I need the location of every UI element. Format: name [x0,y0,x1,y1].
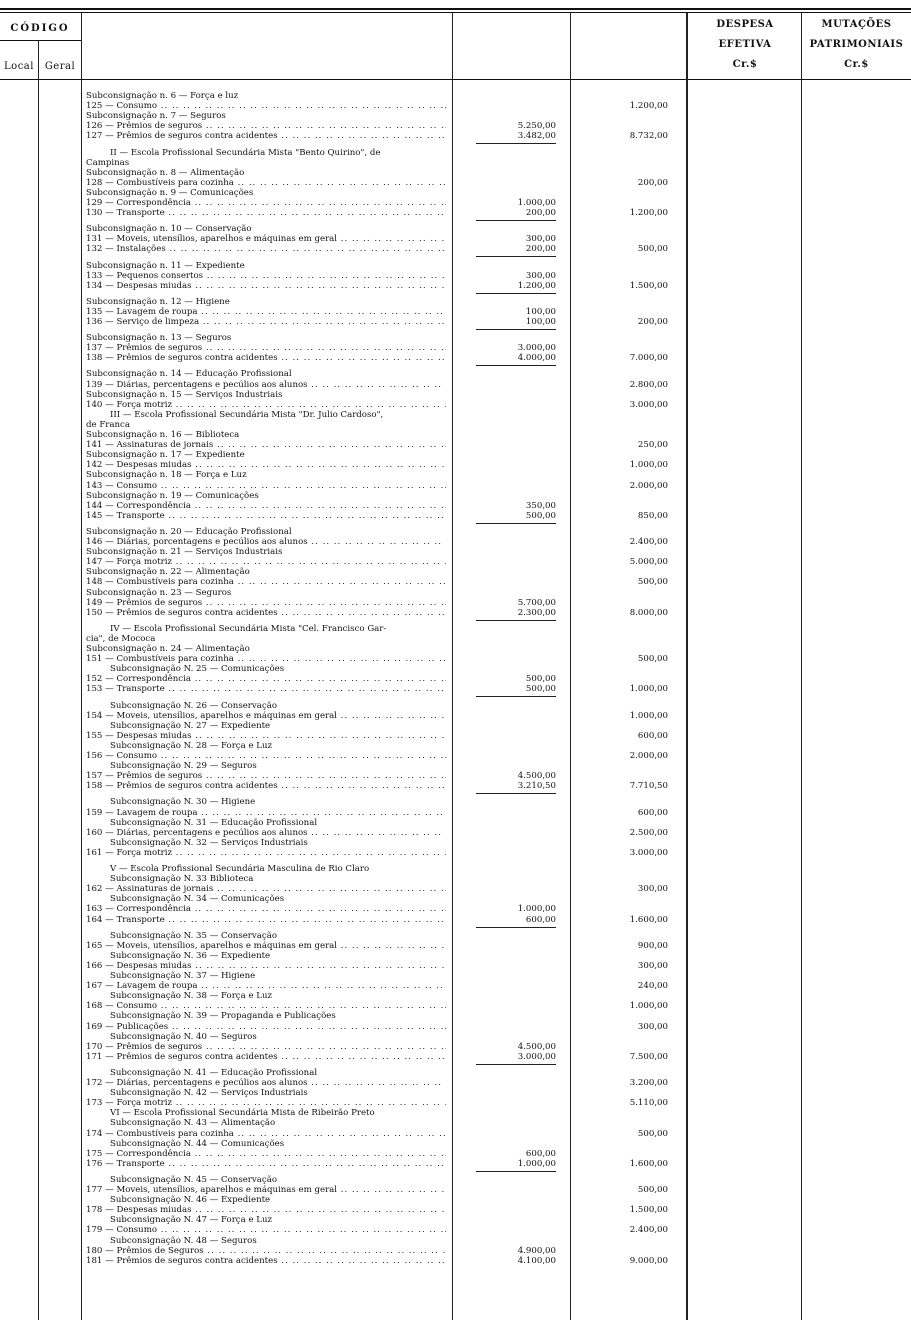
ledger-line: Subconsignação n. 12 — Higiene [86,296,230,307]
partial-value: 4.500,00 [517,1041,556,1052]
subtotal-rule [476,1171,556,1172]
ledger-line: 137 — Prêmios de seguros .. .. [86,343,446,354]
total-value: 1.200,00 [629,101,668,112]
partial-value: 300,00 [525,270,556,281]
total-value: 2.500,00 [629,827,668,838]
total-value: 7.710,50 [629,781,668,792]
ledger-line: 173 — Força motriz .. .. [86,1098,446,1109]
ledger-line: 140 — Força motriz .. .. [86,400,446,411]
ledger-line: 180 — Prêmios de Seguros .. .. [86,1246,446,1257]
total-value: 500,00 [637,1185,668,1195]
total-value: 3.200,00 [629,1078,668,1088]
total-value: 8.732,00 [629,131,668,142]
partial-value: 5.700,00 [517,597,556,608]
partial-value: 600,00 [525,914,556,925]
ledger-line: Campinas [86,157,130,168]
ledger-line: 167 — Lavagem de roupa .. .. [86,981,446,992]
partial-value: 300,00 [525,234,556,245]
ledger-line: 161 — Força motriz .. .. [86,848,446,859]
total-value: 600,00 [637,730,668,741]
ledger-line: 176 — Transporte .. .. [86,1159,446,1170]
total-value: 300,00 [637,884,668,895]
ledger-line: 125 — Consumo .. .. [86,101,446,112]
partial-value: 1.000,00 [517,904,556,915]
ledger-line: 178 — Despesas miudas .. .. [86,1205,446,1216]
total-value: 5.000,00 [629,557,668,568]
ledger-line: 163 — Correspondência .. .. [86,904,446,915]
ledger-line: Subconsignação N. 45 — Conservação [110,1174,278,1185]
ledger-line: 168 — Consumo .. .. [86,1001,446,1012]
ledger-line: 154 — Moveis, utensílios, aparelhos e máquinas em geral .. .. [86,711,446,722]
total-value: 500,00 [637,244,668,255]
ledger-line: Subconsignação n. 8 — Alimentação [86,167,245,178]
ledger-line: 175 — Correspondência .. .. [86,1149,446,1160]
total-value: 7.000,00 [629,353,668,364]
col-rule-v2 [686,13,688,1320]
partial-value: 3.000,00 [517,1051,556,1062]
ledger-line: Subconsignação n. 7 — Seguros [86,111,226,122]
ledger-line: II — Escola Profissional Secundária Mista "Bento Quirino", de [110,147,381,158]
ledger-line: Subconsignação N. 42 — Serviços Industriais [110,1088,308,1099]
col-rule-geral [81,13,82,1320]
ledger-line: 135 — Lavagem de roupa .. .. [86,307,446,318]
total-value: 2.400,00 [629,537,668,547]
ledger-line: 164 — Transporte .. .. [86,915,446,926]
subtotal-rule [476,696,556,697]
total-value: 5.110,00 [629,1098,668,1109]
ledger-line: 162 — Assinaturas de jornais .. .. [86,884,446,895]
subtotal-rule [476,256,556,257]
ledger-line: Subconsignação n. 22 — Alimentação [86,567,250,578]
total-value: 500,00 [637,577,668,588]
partial-value: 500,00 [525,684,556,695]
ledger-line: VI — Escola Profissional Secundária Mista de Ribeirão Preto [110,1108,375,1119]
ledger-line: IV — Escola Profissional Secundária Mista "Cel. Francisco Gar- [110,623,387,634]
partial-value: 200,00 [525,244,556,255]
ledger-line: Subconsignação N. 48 — Seguros [110,1235,257,1246]
top-rule-thin [0,12,911,13]
partial-value: 5.250,00 [517,121,556,132]
ledger-line: 157 — Prêmios de seguros .. .. [86,771,446,782]
ledger-line: Subconsignação N. 31 — Educação Profissional [110,817,318,828]
total-value: 900,00 [637,940,668,951]
partial-value: 600,00 [525,1148,556,1159]
ledger-line: Subconsignação N. 25 — Comunicações [110,664,285,675]
ledger-line: Subconsignação N. 41 — Educação Profissional [110,1067,318,1078]
ledger-line: 170 — Prêmios de seguros .. .. [86,1042,446,1053]
ledger-line: 138 — Prêmios de seguros contra acidentes .. .. [86,353,446,364]
partial-value: 350,00 [525,500,556,511]
total-value: 500,00 [637,654,668,665]
total-value: 240,00 [637,981,668,992]
ledger-line: Subconsignação n. 14 — Educação Profissional [86,369,292,380]
partial-value: 500,00 [525,674,556,685]
subtotal-rule [476,220,556,221]
ledger-line: Subconsignação n. 19 — Comunicações [86,490,259,501]
ledger-line: Subconsignação n. 16 — Biblioteca [86,430,240,440]
header-codigo: CÓDIGO [10,23,70,34]
ledger-line: 159 — Lavagem de roupa .. .. [86,808,446,819]
ledger-line: 166 — Despesas miudas .. .. [86,961,446,972]
ledger-line: 171 — Prêmios de seguros contra acidentes .. .. [86,1052,446,1063]
ledger-line: Subconsignação N. 30 — Higiene [110,797,256,808]
ledger-line: III — Escola Profissional Secundária Mista "Dr. Julio Cardoso", [110,409,384,420]
top-rule-thick [0,8,911,10]
ledger-line: 177 — Moveis, utensílios, aparelhos e máquinas em geral .. .. [86,1185,446,1196]
subtotal-rule [476,793,556,794]
ledger-line: 152 — Correspondência .. .. [86,674,446,685]
total-value: 300,00 [637,1021,668,1032]
ledger-line: Subconsignação N. 35 — Conservação [110,930,278,941]
total-value: 300,00 [637,960,668,971]
total-value: 2.000,00 [629,480,668,491]
partial-value: 200,00 [525,208,556,219]
ledger-line: 160 — Diárias, percentagens e pecúlios aos alunos .. .. [86,828,446,839]
ledger-line: Subconsignação n. 15 — Serviços Industriais [86,389,283,400]
ledger-line: Subconsignação N. 29 — Seguros [110,761,257,772]
ledger-line: 156 — Consumo .. .. [86,751,446,762]
ledger-line: 136 — Serviço de limpeza .. .. [86,317,446,328]
partial-value: 3.210,50 [517,781,556,792]
ledger-line: 143 — Consumo .. .. [86,481,446,492]
ledger-line: 141 — Assinaturas de jornais .. .. [86,440,446,451]
col-rule-despesa [801,13,802,1320]
partial-value: 1.000,00 [517,1158,556,1169]
ledger-line: 148 — Combustíveis para cozinha .. .. [86,577,446,588]
ledger-line: Subconsignação N. 34 — Comunicações [110,894,285,905]
ledger-line: Subconsignação n. 11 — Expediente [86,260,245,271]
ledger-line: Subconsignação N. 33 Biblioteca [110,874,254,885]
ledger-line: 127 — Prêmios de seguros contra acidentes .. .. [86,131,446,142]
ledger-line: Subconsignação N. 39 — Propaganda e Publicações [110,1011,336,1022]
total-value: 9.000,00 [629,1255,668,1266]
ledger-line: Subconsignação N. 27 — Expediente [110,720,271,731]
partial-value: 4.100,00 [517,1255,556,1266]
ledger-line: Subconsignação N. 26 — Conservação [110,700,278,711]
ledger-line: 169 — Publicações .. .. [86,1022,446,1033]
total-value: 7.500,00 [629,1051,668,1062]
col-rule-local [38,40,39,1320]
ledger-line: 174 — Combustíveis para cozinha .. .. [86,1129,446,1140]
subtotal-rule [476,1064,556,1065]
partial-value: 500,00 [525,510,556,521]
subtotal-rule [476,365,556,366]
header-mutacoes-l2: PATRIMONIAIS [809,39,904,50]
total-value: 2.400,00 [629,1225,668,1236]
partial-value: 3.000,00 [517,343,556,354]
ledger-line: Subconsignação n. 18 — Força e Luz [86,470,247,481]
total-value: 1.600,00 [629,914,668,925]
total-value: 1.000,00 [629,460,668,471]
ledger-line: Subconsignação n. 17 — Expediente [86,450,245,461]
ledger-line: 155 — Despesas miudas .. .. [86,731,446,742]
ledger-line: Subconsignação N. 28 — Força e Luz [110,740,273,751]
total-value: 1.200,00 [629,208,668,219]
ledger-line: 132 — Instalações .. .. [86,244,446,255]
header-local: Local [4,61,34,72]
partial-value: 4.000,00 [517,353,556,364]
partial-value: 100,00 [525,306,556,317]
ledger-line: Subconsignação N. 37 — Higiene [110,971,256,981]
ledger-line: 153 — Transporte .. .. [86,684,446,695]
ledger-line: Subconsignação n. 13 — Seguros [86,333,232,344]
ledger-line: 142 — Despesas miudas .. .. [86,460,446,471]
ledger-line: 139 — Diárias, percentagens e pecúlios aos alunos .. .. [86,380,446,391]
ledger-line: 181 — Prêmios de seguros contra acidentes .. .. [86,1256,446,1267]
partial-value: 1.200,00 [517,280,556,291]
subtotal-rule [476,620,556,621]
ledger-line: Subconsignação n. 9 — Comunicações [86,187,254,198]
total-value: 1.000,00 [629,684,668,695]
header-despesa-l1: DESPESA [716,19,774,30]
ledger-line: 134 — Despesas miudas .. .. [86,281,446,292]
total-value: 500,00 [637,1128,668,1139]
subtotal-rule [476,293,556,294]
col-rule-v1 [570,13,571,1320]
ledger-line: de Franca [86,419,130,430]
header-despesa-l2: EFETIVA [718,39,772,50]
ledger-line: Subconsignação N. 47 — Força e Luz [110,1215,273,1226]
ledger-line: 145 — Transporte .. .. [86,511,446,522]
ledger-line: Subconsignação n. 10 — Conservação [86,224,252,235]
header-geral: Geral [44,61,76,72]
ledger-line: Subconsignação N. 43 — Alimentação [110,1118,276,1129]
subtotal-rule [476,329,556,330]
total-value: 1.500,00 [629,280,668,291]
ledger-line: 126 — Prêmios de seguros .. .. [86,121,446,132]
total-value: 850,00 [637,510,668,521]
total-value: 3.000,00 [629,847,668,858]
ledger-line: 165 — Moveis, utensílios, aparelhos e máquinas em geral .. .. [86,941,446,952]
total-value: 3.000,00 [629,399,668,410]
col-rule-desc [452,13,453,1320]
total-value: 200,00 [637,317,668,327]
subtotal-rule [476,143,556,144]
ledger-line: 150 — Prêmios de seguros contra acidentes .. .. [86,608,446,619]
ledger-line: Subconsignação n. 24 — Alimentação [86,644,250,654]
ledger-line: 131 — Moveis, utensílios, aparelhos e máquinas em geral .. .. [86,234,446,245]
ledger-line: 172 — Diárias, percentagens e pecúlios aos alunos .. .. [86,1078,446,1089]
codigo-underline [0,40,81,41]
ledger-line: 129 — Correspondência .. .. [86,198,446,209]
total-value: 1.600,00 [629,1158,668,1169]
header-mutacoes-l3: Cr.$ [844,59,869,70]
ledger-line: 146 — Diárias, porcentagens e pecúlios aos alunos .. .. [86,537,446,548]
partial-value: 3.482,00 [517,131,556,142]
partial-value: 4.500,00 [517,771,556,782]
ledger-line: 151 — Combustíveis para cozinha .. .. [86,654,446,665]
ledger-line: Subconsignação N. 38 — Força e Luz [110,991,273,1002]
partial-value: 1.000,00 [517,198,556,208]
ledger-line: Subconsignação n. 21 — Serviços Industriais [86,547,283,558]
partial-value: 4.900,00 [517,1245,556,1256]
ledger-line: Subconsignação N. 44 — Comunicações [110,1138,285,1149]
ledger-line: Subconsignação N. 36 — Expediente [110,950,271,961]
subtotal-rule [476,927,556,928]
ledger-line: 130 — Transporte .. .. [86,208,446,219]
ledger-line: 133 — Pequenos consertos .. .. [86,271,446,282]
ledger-line: 128 — Combustíveis para cozinha .. .. [86,178,446,189]
ledger-line: Subconsignação N. 46 — Expediente [110,1195,271,1206]
total-value: 2.800,00 [629,379,668,390]
ledger-line: cia", de Mococa [86,633,156,644]
total-value: 1.000,00 [629,1001,668,1012]
total-value: 200,00 [637,177,668,188]
subtotal-rule [476,523,556,524]
ledger-line: 147 — Força motriz .. .. [86,557,446,568]
total-value: 1.000,00 [629,710,668,721]
ledger-line: Subconsignação n. 6 — Força e luz [86,91,239,101]
ledger-line: Subconsignação N. 40 — Seguros [110,1031,257,1042]
partial-value: 100,00 [525,317,556,327]
total-value: 600,00 [637,807,668,818]
total-value: 2.000,00 [629,751,668,761]
header-despesa-l3: Cr.$ [732,59,758,70]
ledger-line: 179 — Consumo .. .. [86,1225,446,1236]
ledger-line: Subconsignação n. 20 — Educação Profissional [86,526,292,537]
ledger-line: 158 — Prêmios de seguros contra acidentes .. .. [86,781,446,792]
ledger-line: 149 — Prêmios de seguros .. .. [86,598,446,609]
ledger-line: V — Escola Profissional Secundária Masculina de Rio Claro [110,864,370,874]
total-value: 1.500,00 [629,1205,668,1216]
ledger-line: Subconsignação N. 32 — Serviços Industriais [110,837,308,848]
total-value: 250,00 [637,440,668,451]
header-mutacoes-l1: MUTAÇÕES [821,19,892,30]
header-bottom-rule [0,79,911,80]
partial-value: 2.300,00 [517,607,556,618]
ledger-line: Subconsignação n. 23 — Seguros [86,587,232,598]
total-value: 8.000,00 [629,607,668,618]
ledger-line: 144 — Correspondência .. .. [86,501,446,512]
